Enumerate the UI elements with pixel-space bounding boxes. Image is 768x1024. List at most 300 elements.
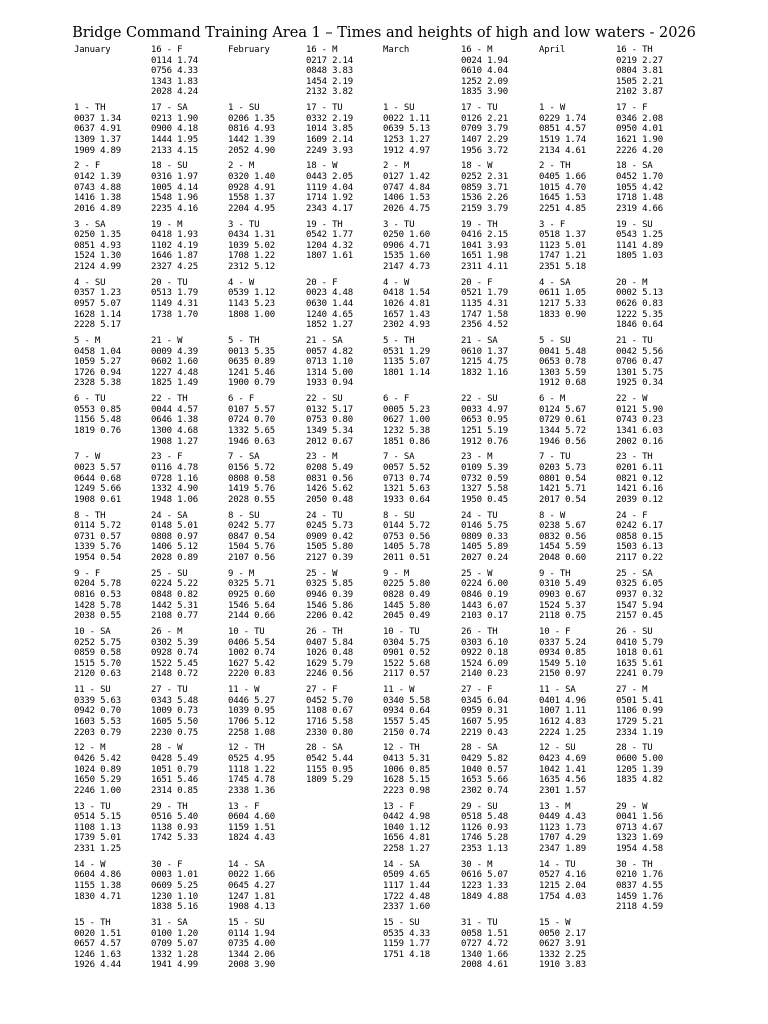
tide-entry: 2224 1.25 <box>539 727 586 738</box>
tide-entry: 1126 0.93 <box>461 822 508 833</box>
day-block <box>228 802 275 844</box>
tide-entry: 0310 5.49 <box>539 579 586 590</box>
tide-entry: 0713 1.10 <box>306 357 353 368</box>
tide-entry: 1138 0.93 <box>151 822 198 833</box>
tide-entry: 1504 5.76 <box>228 542 275 553</box>
day-label: 9 - M <box>383 568 410 579</box>
day-block <box>151 336 198 389</box>
day-block <box>539 278 586 320</box>
tide-entry: 1026 4.81 <box>383 298 430 309</box>
tide-entry: 0657 4.57 <box>74 939 121 950</box>
day-block <box>539 802 586 855</box>
tide-entry: 1522 5.45 <box>151 658 198 669</box>
day-block <box>616 569 663 622</box>
tide-entry: 1419 5.76 <box>228 484 275 495</box>
day-label: 26 - SU <box>616 627 653 637</box>
tide-entry: 2132 3.82 <box>306 87 353 98</box>
day-label: 6 - M <box>539 394 566 405</box>
day-label: 18 - SU <box>151 161 188 172</box>
day-block <box>151 278 198 320</box>
day-label: 8 - SU <box>383 510 415 521</box>
tide-entry: 1651 1.98 <box>461 251 508 262</box>
tide-entry: 0828 0.49 <box>383 589 430 600</box>
tide-entry: 0928 0.74 <box>151 648 198 659</box>
tide-entry: 0957 5.07 <box>74 298 121 309</box>
tide-entry: 2028 0.55 <box>228 494 275 505</box>
day-block <box>228 918 275 971</box>
tide-entry: 0928 4.91 <box>228 182 275 193</box>
tide-entry: 1135 5.07 <box>383 357 430 368</box>
tide-entry: 1123 5.01 <box>539 240 586 251</box>
day-label: 23 - M <box>461 452 493 463</box>
day-label: 31 - TU <box>461 918 498 928</box>
day-label: 11 - W <box>228 685 260 696</box>
tide-entry: 0340 5.58 <box>383 695 430 706</box>
day-block <box>74 452 121 505</box>
tide-entry: 0637 4.91 <box>74 124 121 135</box>
tide-entry: 0332 2.19 <box>306 113 353 124</box>
tide-entry: 1240 4.65 <box>306 309 353 320</box>
tide-entry: 1445 5.80 <box>383 600 430 611</box>
day-block <box>151 627 198 680</box>
tide-entry: 2118 4.59 <box>616 902 663 913</box>
tide-entry: 1522 5.68 <box>383 658 430 669</box>
day-block <box>74 569 121 622</box>
day-block <box>539 452 586 505</box>
tide-entry: 0626 0.83 <box>616 298 663 309</box>
day-block <box>461 685 508 738</box>
tide-entry: 2052 4.90 <box>228 145 275 156</box>
tide-entry: 1657 1.43 <box>383 309 430 320</box>
day-block <box>616 743 663 785</box>
tide-entry: 1119 4.04 <box>306 182 353 193</box>
tide-entry: 0514 5.15 <box>74 812 121 823</box>
tide-entry: 0434 1.31 <box>228 230 275 241</box>
day-block <box>616 627 663 680</box>
day-label: 23 - TH <box>616 452 653 463</box>
day-label: 13 - F <box>383 801 415 812</box>
day-block <box>151 45 198 98</box>
day-label: 28 - SA <box>306 743 343 754</box>
tide-entry: 0847 0.54 <box>228 531 275 542</box>
tide-entry: 1535 1.60 <box>383 251 430 262</box>
tide-entry: 1102 4.19 <box>151 240 198 251</box>
tide-entry: 1650 5.29 <box>74 775 121 786</box>
tide-entry: 2026 4.75 <box>383 203 430 214</box>
tide-entry: 0731 0.57 <box>74 531 121 542</box>
tide-entry: 1607 5.95 <box>461 716 508 727</box>
day-block <box>383 161 430 214</box>
tide-entry: 2343 4.17 <box>306 203 353 214</box>
day-label: 5 - TH <box>228 336 260 346</box>
day-label: 1 - TH <box>74 103 106 114</box>
tide-entry: 1908 4.13 <box>228 902 275 913</box>
tide-entry: 0645 4.27 <box>228 880 275 891</box>
tide-entry: 1332 2.25 <box>539 949 586 960</box>
tide-entry: 0756 4.33 <box>151 66 198 77</box>
day-label: 23 - F <box>151 452 183 463</box>
day-block <box>461 103 508 156</box>
day-label: 14 - SA <box>383 859 420 870</box>
tide-entry: 2351 5.18 <box>539 261 586 272</box>
tide-entry: 2223 0.98 <box>383 785 430 796</box>
day-block <box>306 336 353 389</box>
tide-entry: 1332 5.65 <box>228 425 275 436</box>
day-label: 4 - SU <box>74 277 106 288</box>
tide-entry: 0934 0.85 <box>539 648 586 659</box>
day-block <box>74 278 121 331</box>
tide-entry: 1205 1.39 <box>616 764 663 775</box>
tide-entry: 0816 0.53 <box>74 589 121 600</box>
day-block <box>616 161 663 214</box>
tide-entry: 0753 0.56 <box>383 531 430 542</box>
tide-entry: 0509 4.65 <box>383 870 430 881</box>
day-label: 17 - TU <box>306 103 343 114</box>
tide-entry: 1809 5.29 <box>306 775 353 786</box>
tide-entry: 2327 4.25 <box>151 261 198 272</box>
tide-entry: 0325 5.85 <box>306 579 353 590</box>
tide-entry: 1912 0.76 <box>461 436 508 447</box>
tide-entry: 1143 5.23 <box>228 298 275 309</box>
tide-entry: 1444 1.95 <box>151 134 198 145</box>
day-label: 10 - TU <box>383 627 420 637</box>
month-name: February <box>228 45 270 55</box>
tide-entry: 2017 0.54 <box>539 494 586 505</box>
day-block <box>461 511 508 564</box>
tide-entry: 0005 5.23 <box>383 404 430 415</box>
day-block <box>151 802 198 844</box>
day-label: 26 - M <box>151 627 183 637</box>
day-block <box>151 685 198 738</box>
tide-entry: 1912 4.97 <box>383 145 430 156</box>
tide-entry: 2356 4.52 <box>461 320 508 331</box>
tide-entry: 1217 5.33 <box>539 298 586 309</box>
day-label: 25 - W <box>306 568 338 579</box>
day-label: 10 - F <box>539 627 571 637</box>
tide-entry: 0242 5.77 <box>228 521 275 532</box>
tide-entry: 0610 1.37 <box>461 346 508 357</box>
tide-entry: 0210 1.76 <box>616 870 663 881</box>
day-block <box>616 511 663 564</box>
tide-entry: 1933 0.64 <box>383 494 430 505</box>
page-title: Bridge Command Training Area 1 – Times and heights of high and low waters - 2026 <box>72 25 696 41</box>
tide-entry: 1706 5.12 <box>228 716 275 727</box>
day-block <box>461 220 508 273</box>
day-label: 18 - W <box>461 161 493 172</box>
tide-entry: 0816 4.93 <box>228 124 275 135</box>
day-block <box>151 860 198 913</box>
tide-entry: 0635 0.89 <box>228 357 275 368</box>
tide-entry: 1909 4.89 <box>74 145 121 156</box>
tide-entry: 1014 3.85 <box>306 124 353 135</box>
tide-entry: 0124 5.67 <box>539 404 586 415</box>
day-block <box>383 220 430 273</box>
tide-entry: 1708 1.22 <box>228 251 275 262</box>
tide-entry: 1742 5.33 <box>151 833 198 844</box>
tide-entry: 0909 0.42 <box>306 531 353 542</box>
day-block <box>151 569 198 622</box>
tide-entry: 2028 0.89 <box>151 552 198 563</box>
tide-entry: 2219 0.43 <box>461 727 508 738</box>
day-block <box>74 394 121 436</box>
tide-entry: 1007 1.11 <box>539 706 586 717</box>
tide-entry: 0518 5.48 <box>461 812 508 823</box>
tide-entry: 0144 5.72 <box>383 521 430 532</box>
tide-entry: 1051 0.79 <box>151 764 198 775</box>
day-label: 1 - W <box>539 103 566 114</box>
day-block <box>539 161 586 214</box>
tide-entry: 1729 5.21 <box>616 716 663 727</box>
tide-entry: 1247 1.81 <box>228 891 275 902</box>
day-block <box>461 45 508 98</box>
tide-entry: 2012 0.67 <box>306 436 353 447</box>
tide-entry: 1946 0.63 <box>228 436 275 447</box>
tide-entry: 0616 5.07 <box>461 870 508 881</box>
tide-entry: 0901 0.52 <box>383 648 430 659</box>
tide-entry: 2228 5.17 <box>74 320 121 331</box>
tide-entry: 0821 0.12 <box>616 473 663 484</box>
tide-entry: 0727 4.72 <box>461 939 508 950</box>
tide-entry: 1852 1.27 <box>306 320 353 331</box>
tide-entry: 1015 4.70 <box>539 182 586 193</box>
day-block <box>306 161 353 214</box>
tide-entry: 0442 4.98 <box>383 812 430 823</box>
tide-entry: 0219 2.27 <box>616 55 663 66</box>
day-label: 20 - TU <box>151 277 188 288</box>
tide-entry: 1751 4.18 <box>383 949 430 960</box>
tide-entry: 0057 4.82 <box>306 346 353 357</box>
day-block <box>539 336 586 389</box>
day-block <box>228 511 275 564</box>
month-name: April <box>539 45 566 55</box>
tide-entry: 0116 4.78 <box>151 462 198 473</box>
day-block <box>74 860 121 902</box>
tide-entry: 1832 1.16 <box>461 367 508 378</box>
day-label: 13 - TU <box>74 801 111 812</box>
tide-entry: 1646 1.87 <box>151 251 198 262</box>
tide-entry: 1321 5.63 <box>383 484 430 495</box>
tide-entry: 0542 5.44 <box>306 753 353 764</box>
tide-entry: 2314 0.85 <box>151 785 198 796</box>
tide-entry: 1954 0.54 <box>74 552 121 563</box>
tide-entry: 1344 2.06 <box>228 949 275 960</box>
day-block <box>383 394 430 447</box>
tide-entry: 1141 4.89 <box>616 240 663 251</box>
tide-entry: 2048 0.60 <box>539 552 586 563</box>
tide-entry: 1123 1.73 <box>539 822 586 833</box>
tide-entry: 0610 4.04 <box>461 66 508 77</box>
day-label: 21 - SA <box>461 336 498 346</box>
tide-entry: 1628 5.15 <box>383 775 430 786</box>
tide-entry: 2124 4.99 <box>74 261 121 272</box>
tide-entry: 1421 5.71 <box>539 484 586 495</box>
tide-entry: 0339 5.63 <box>74 695 121 706</box>
tide-entry: 2258 1.27 <box>383 843 430 854</box>
tide-entry: 0831 0.56 <box>306 473 353 484</box>
tide-entry: 1005 4.14 <box>151 182 198 193</box>
tide-entry: 0343 5.48 <box>151 695 198 706</box>
tide-entry: 0002 5.13 <box>616 288 663 299</box>
tide-entry: 1405 5.78 <box>383 542 430 553</box>
tide-entry: 2230 0.75 <box>151 727 198 738</box>
tide-entry: 0428 5.49 <box>151 753 198 764</box>
tide-entry: 1039 5.02 <box>228 240 275 251</box>
tide-entry: 1849 4.88 <box>461 891 508 902</box>
tide-entry: 0033 4.97 <box>461 404 508 415</box>
tide-entry: 1519 1.74 <box>539 134 586 145</box>
tide-entry: 1155 0.95 <box>306 764 353 775</box>
tide-entry: 0345 6.04 <box>461 695 508 706</box>
tide-entry: 0531 1.29 <box>383 346 430 357</box>
tide-entry: 2334 1.19 <box>616 727 663 738</box>
day-label: 13 - M <box>539 801 571 812</box>
day-block <box>461 627 508 680</box>
day-block <box>306 220 353 262</box>
day-block <box>616 278 663 331</box>
tide-entry: 0452 1.70 <box>616 171 663 182</box>
tide-entry: 0452 5.70 <box>306 695 353 706</box>
day-block <box>383 511 430 564</box>
tide-entry: 0146 5.75 <box>461 521 508 532</box>
tide-entry: 2028 4.24 <box>151 87 198 98</box>
tide-entry: 0906 4.71 <box>383 240 430 251</box>
day-label: 17 - SA <box>151 103 188 114</box>
tide-entry: 1323 1.69 <box>616 833 663 844</box>
tide-entry: 1954 4.58 <box>616 843 663 854</box>
day-label: 3 - F <box>539 219 566 230</box>
tide-entry: 1309 1.37 <box>74 134 121 145</box>
tide-entry: 2258 1.08 <box>228 727 275 738</box>
day-block <box>616 336 663 389</box>
tide-entry: 0801 0.54 <box>539 473 586 484</box>
day-label: 28 - W <box>151 743 183 754</box>
tide-entry: 2337 1.60 <box>383 902 430 913</box>
tide-entry: 0107 5.57 <box>228 404 275 415</box>
day-label: 5 - TH <box>383 336 415 346</box>
tide-entry: 0848 3.83 <box>306 66 353 77</box>
tide-entry: 0535 4.33 <box>383 928 430 939</box>
tide-entry: 2045 0.49 <box>383 611 430 622</box>
tide-entry: 1055 4.42 <box>616 182 663 193</box>
tide-entry: 2118 0.75 <box>539 611 586 622</box>
day-block <box>616 45 663 98</box>
tide-entry: 1230 1.10 <box>151 891 198 902</box>
tide-entry: 1603 5.53 <box>74 716 121 727</box>
day-label: 18 - SA <box>616 161 653 172</box>
tide-entry: 1547 5.94 <box>616 600 663 611</box>
tide-entry: 1707 4.29 <box>539 833 586 844</box>
day-label: 12 - TH <box>228 743 265 754</box>
day-label: 14 - SA <box>228 859 265 870</box>
tide-entry: 1746 5.28 <box>461 833 508 844</box>
day-label: 7 - TU <box>539 452 571 463</box>
tide-entry: 0357 1.23 <box>74 288 121 299</box>
tide-entry: 2120 0.63 <box>74 669 121 680</box>
day-block <box>539 103 586 156</box>
day-block <box>539 394 586 447</box>
day-block <box>539 918 586 971</box>
tide-entry: 1838 5.16 <box>151 902 198 913</box>
day-block <box>539 220 586 273</box>
tide-entry: 0653 0.95 <box>461 415 508 426</box>
day-label: 27 - TU <box>151 685 188 696</box>
tide-entry: 1716 5.58 <box>306 716 353 727</box>
day-block <box>616 685 663 738</box>
tide-entry: 0604 4.86 <box>74 870 121 881</box>
tide-entry: 2249 3.93 <box>306 145 353 156</box>
day-block <box>616 220 663 262</box>
tide-entry: 0013 5.35 <box>228 346 275 357</box>
tide-entry: 0950 4.01 <box>616 124 663 135</box>
tide-entry: 1956 3.72 <box>461 145 508 156</box>
tide-entry: 0627 3.91 <box>539 939 586 950</box>
tide-entry: 1454 5.59 <box>539 542 586 553</box>
day-label: 7 - SA <box>383 452 415 463</box>
day-block <box>383 685 430 738</box>
day-label: 17 - TU <box>461 103 498 114</box>
tide-entry: 0743 4.88 <box>74 182 121 193</box>
day-label: 5 - SU <box>539 336 571 346</box>
tide-entry: 0242 6.17 <box>616 521 663 532</box>
tide-entry: 1833 0.90 <box>539 309 586 320</box>
tide-entry: 0602 1.60 <box>151 357 198 368</box>
tide-entry: 0639 5.13 <box>383 124 430 135</box>
tide-entry: 1106 0.99 <box>616 706 663 717</box>
tide-entry: 1754 4.03 <box>539 891 586 902</box>
tide-entry: 2050 0.48 <box>306 494 353 505</box>
day-block <box>383 569 430 622</box>
tide-entry: 0527 4.16 <box>539 870 586 881</box>
day-label: 10 - TU <box>228 627 265 637</box>
day-label: 13 - F <box>228 801 260 812</box>
day-block <box>306 627 353 680</box>
tide-entry: 2301 1.57 <box>539 785 586 796</box>
day-label: 4 - SA <box>539 277 571 288</box>
tide-entry: 0713 4.67 <box>616 822 663 833</box>
tide-entry: 1941 4.99 <box>151 960 198 971</box>
tide-entry: 1341 6.03 <box>616 425 663 436</box>
tide-entry: 2206 0.42 <box>306 611 353 622</box>
day-label: 9 - M <box>228 568 255 579</box>
day-block <box>228 220 275 273</box>
day-block <box>616 103 663 156</box>
day-block <box>151 394 198 447</box>
tide-entry: 1344 5.72 <box>539 425 586 436</box>
tide-entry: 2008 3.90 <box>228 960 275 971</box>
tide-entry: 0429 5.82 <box>461 753 508 764</box>
tide-entry: 1851 0.86 <box>383 436 430 447</box>
tide-entry: 1204 4.32 <box>306 240 353 251</box>
tide-entry: 0302 5.39 <box>151 637 198 648</box>
tide-entry: 1332 4.90 <box>151 484 198 495</box>
tide-entry: 2011 0.51 <box>383 552 430 563</box>
tide-entry: 2016 4.89 <box>74 203 121 214</box>
tide-entry: 1303 5.59 <box>539 367 586 378</box>
tide-entry: 0148 5.01 <box>151 521 198 532</box>
day-label: 20 - F <box>306 277 338 288</box>
tide-entry: 1524 5.37 <box>539 600 586 611</box>
tide-entry: 1407 2.29 <box>461 134 508 145</box>
day-label: 24 - F <box>616 510 648 521</box>
tide-entry: 1505 5.80 <box>306 542 353 553</box>
tide-entry: 2027 0.24 <box>461 552 508 563</box>
tide-entry: 0753 0.80 <box>306 415 353 426</box>
day-block <box>74 802 121 855</box>
tide-entry: 0126 2.21 <box>461 113 508 124</box>
tide-entry: 2102 3.87 <box>616 87 663 98</box>
day-block <box>383 336 430 378</box>
tide-entry: 0346 2.08 <box>616 113 663 124</box>
